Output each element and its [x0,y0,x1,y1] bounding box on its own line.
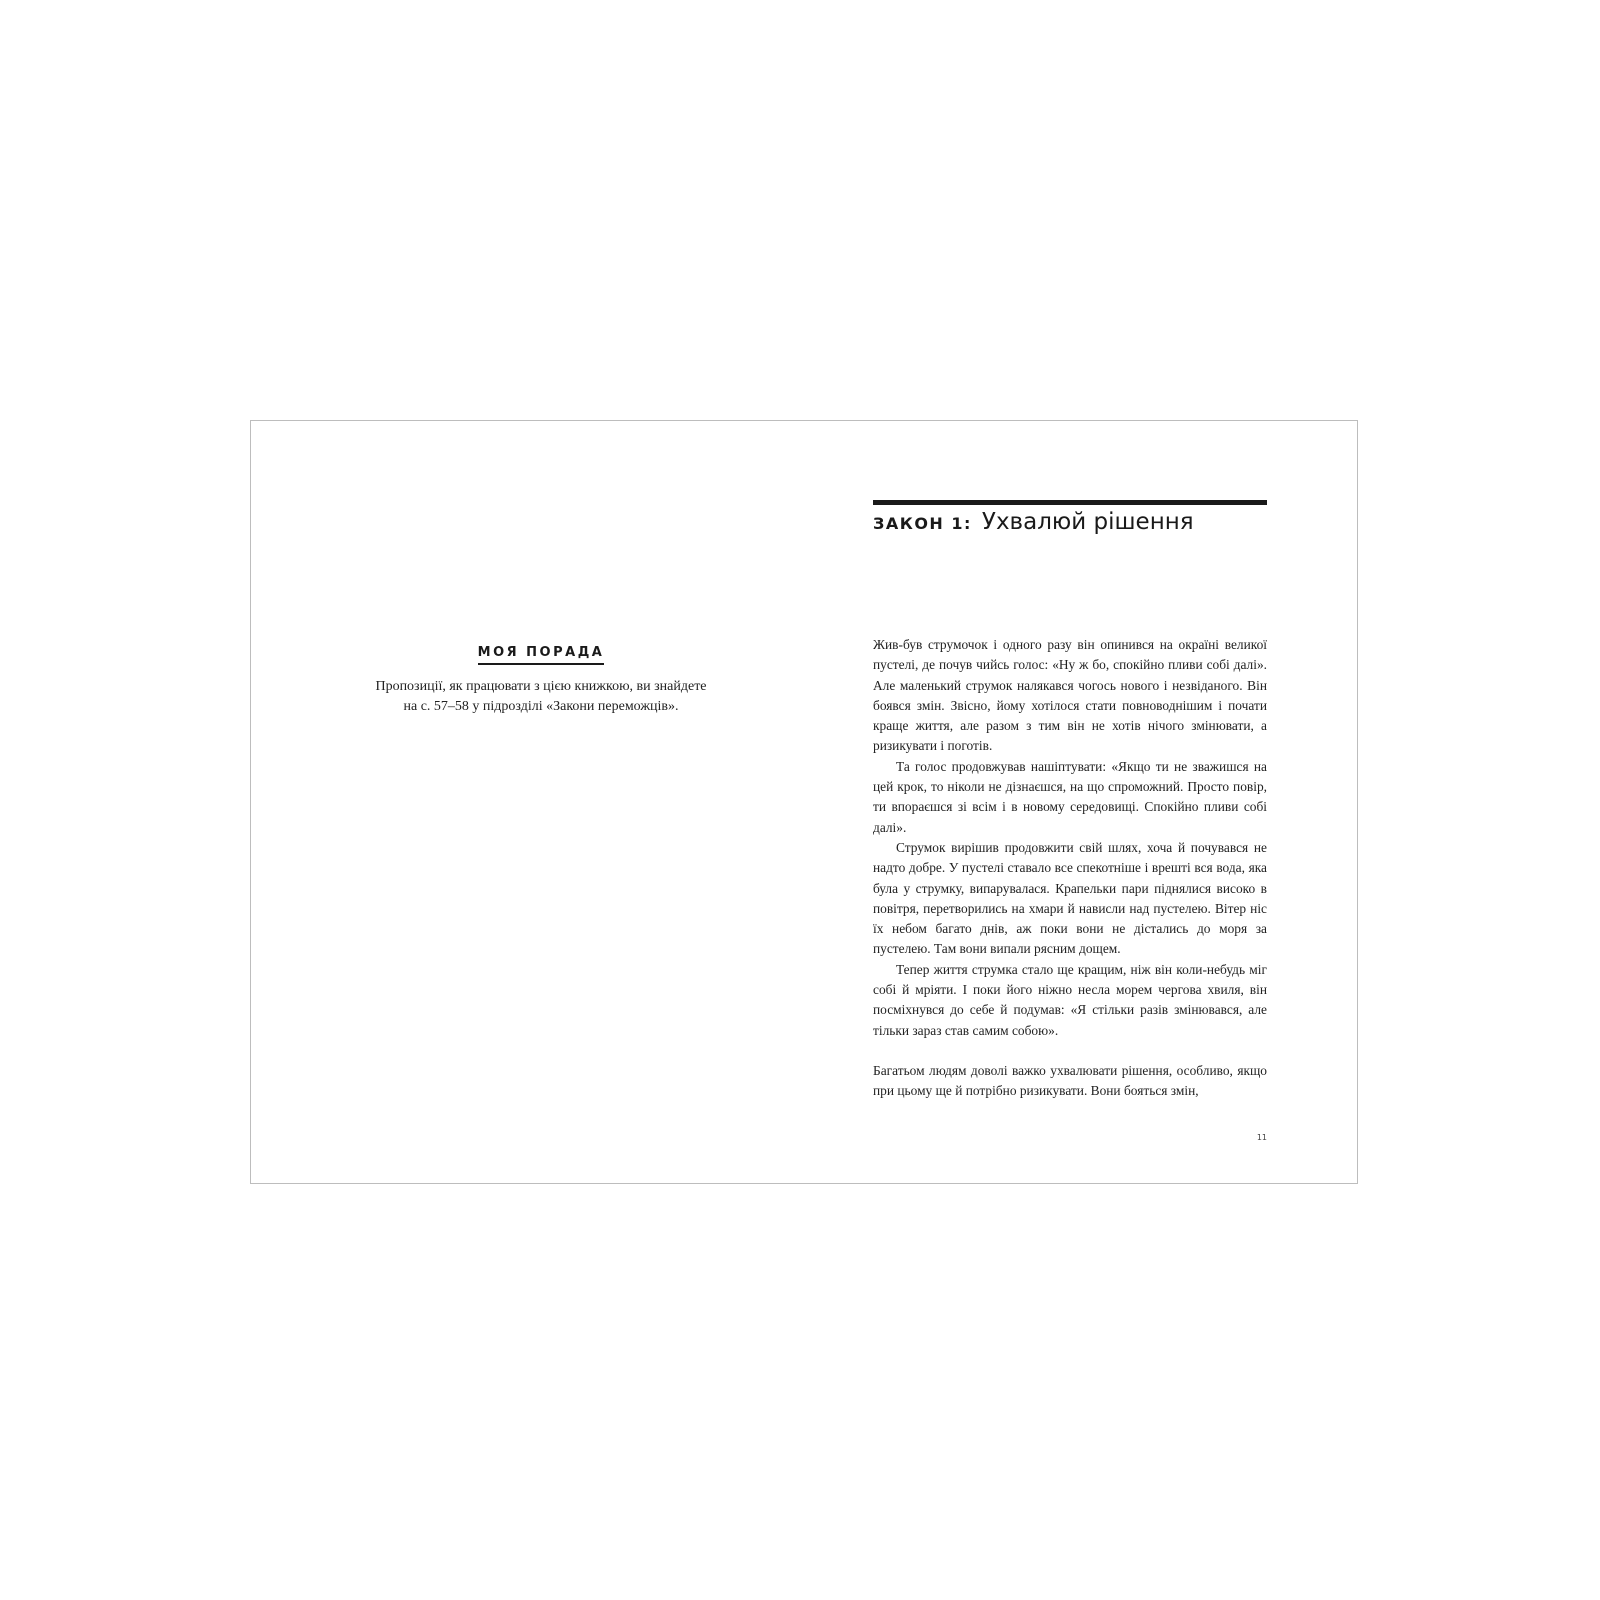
book-spread [250,420,1358,1184]
advice-title: МОЯ ПОРАДА [478,645,605,665]
advice-line: на с. 57–58 у підрозділі «Закони переможців». [403,699,679,714]
paragraph: Тепер життя струмка стало ще кращим, ніж він коли-небудь міг собі й мріяти. І поки його ніжно несла морем чергова хвиля, він посміхнувся до себе й подумав: «Я стільки разів змінювався, але тільки зараз став самим собою». [873,961,1267,1038]
paragraph: Струмок вирішив продовжити свій шлях, хоча й почувався не надто добре. У пустелі ставало все спекотніше і врешті вся вода, яка була у струмку, випарувалася. Крапельки пари піднялися високо в повітря, перетворились на хмари й нависли над пустелею. Вітер ніс їх небом багато днів, аж поки вони не дістались до моря за пустелею. Там вони випали рясним дощем. [873,839,1267,957]
advice-text [351,677,731,717]
chapter-heading [873,509,1293,535]
advice-line: Пропозиції, як працювати з цією книжкою, ви знайдете [375,679,707,694]
paragraph: Жив-був струмочок і одного разу він опинився на окраїні великої пустелі, де почув чийсь голос: «Ну ж бо, спокійно пливи собі далі». Але маленький струмок налякався чогось нового і незвіданого. Він боявся змін. Звісно, йому хотілося стати повноводнішим і почати краще життя, але разом з тим він не хотів нічого змінювати, а ризикувати і поготів. [873,637,1267,754]
page-number: 11 [1256,1133,1267,1142]
law-title: Ухвалюй рішення [981,509,1194,535]
paragraph: Багатьом людям доволі важко ухвалювати рішення, особливо, якщо при цьому ще й потрібно ризикувати. Вони бояться змін, [873,1062,1267,1099]
advice-box [351,643,731,717]
heading-rule [873,500,1267,505]
law-label: ЗАКОН 1: [873,514,972,533]
story-text [873,635,1267,1102]
paragraph: Та голос продовжував нашіптувати: «Якщо ти не зважишся на цей крок, то ніколи не дізнаєшся, на що спроможний. Просто повір, ти впораєшся зі всім і в новому середовищі. Спокійно пливи собі далі». [873,758,1267,835]
